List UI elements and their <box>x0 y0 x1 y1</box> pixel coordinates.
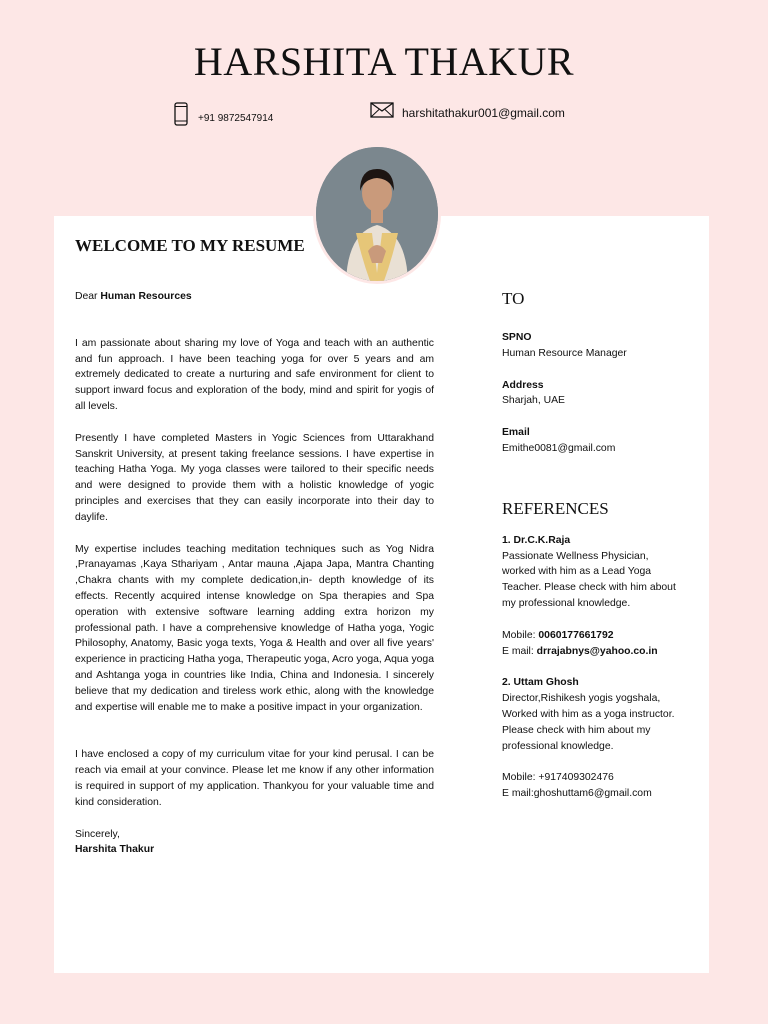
reference-1-name: 1. Dr.C.K.Raja <box>502 534 571 546</box>
reference-1-email: E mail: drrajabnys@yahoo.co.in <box>502 645 658 657</box>
signature: Harshita Thakur <box>75 844 155 856</box>
letter-paragraph-2: Presently I have completed Masters in Yogic Sciences from Uttarakhand Sanskrit University, at present taking freelance sessions. I have expertise in teaching Hatha Yoga. My yoga classes were tailored to their specific needs and were designed to provide them with a holistic knowledge of yogic principles and exercises that they can easily incorporate into their day to daylife. <box>75 432 434 523</box>
letter-paragraph-4: I have enclosed a copy of my curriculum vitae for your kind perusal. I can be reach via email at your convince. Please let me know if any other information is required in support of my application. Thankyou for your valuable time and kind consideration. <box>75 749 434 808</box>
address-value: Sharjah, UAE <box>502 395 565 407</box>
phone-number: +91 9872547914 <box>198 113 274 124</box>
phone-contact <box>174 102 273 131</box>
cover-letter <box>75 289 434 858</box>
right-column <box>502 289 682 802</box>
welcome-title: WELCOME TO MY RESUME <box>75 236 305 255</box>
profile-photo <box>313 144 441 284</box>
reference-2-name: 2. Uttam Ghosh <box>502 677 579 689</box>
reference-1-mobile: Mobile: 0060177661792 <box>502 629 614 641</box>
references-heading: REFERENCES <box>502 498 609 518</box>
closing: Sincerely, <box>75 828 120 840</box>
to-position: Human Resource Manager <box>502 347 627 359</box>
reference-2-email: E mail:ghoshuttam6@gmail.com <box>502 788 652 800</box>
letter-paragraph-3: My expertise includes teaching meditation techniques such as Yog Nidra ,Pranayamas ,Kaya Sthariyam , Antar mauna ,Ajapa Japa, Mantra Chanting ,Chakra chants with my complete dedication,in- depth knowledge of its effects. Recently acquired intense knowledge on Spa therapies and Spa operation with extensive software learning adding extra horizon my professional path. I have a comprehensive knowledge of Hatha yoga, Yogic Philosophy, Anatomy, Basic yoga texts, Yoga & Health and over all five years' experience in practicing Hatha yoga, Therapeutic yoga, Acro yoga, Aqua yoga and Ashtanga yoga in countries like India, China and Indonesia. I sincerely believe that my dedication and tireless work ethic, along with the knowledge and expertise will enable me to make a positive impact in your organization. <box>75 543 434 713</box>
email-label: Email <box>502 427 530 439</box>
letter-paragraph-1: I am passionate about sharing my love of Yoga and teach with an authentic and fun approach. I have been teaching yoga for over 5 years and am extremely dedicated to create a nurturing and safe environment for client to support inward focus and exploration of the body, mind and spirit for yogis of all levels. <box>75 337 434 412</box>
reference-1-description: Passionate Wellness Physician, worked with him as a Lead Yoga Teacher. Please check with him about my professional knowledge. <box>502 550 676 609</box>
applicant-name: HARSHITA THAKUR <box>193 39 575 84</box>
address-label: Address <box>502 379 544 391</box>
email-address[interactable]: harshitathakur001@gmail.com <box>402 105 565 120</box>
reference-2-description: Director,Rishikesh yogis yogshala, Worked with him as a yoga instructor. Please check with him about my professional knowledge. <box>502 693 675 752</box>
salutation: Dear Human Resources <box>75 291 192 302</box>
reference-2-mobile: Mobile: +917409302476 <box>502 772 614 784</box>
to-heading: TO <box>502 289 525 308</box>
mail-icon <box>370 102 394 123</box>
email-value: Emithe0081@gmail.com <box>502 442 616 454</box>
email-contact <box>370 102 565 123</box>
phone-icon <box>174 102 188 131</box>
to-organization: SPNO <box>502 332 532 343</box>
